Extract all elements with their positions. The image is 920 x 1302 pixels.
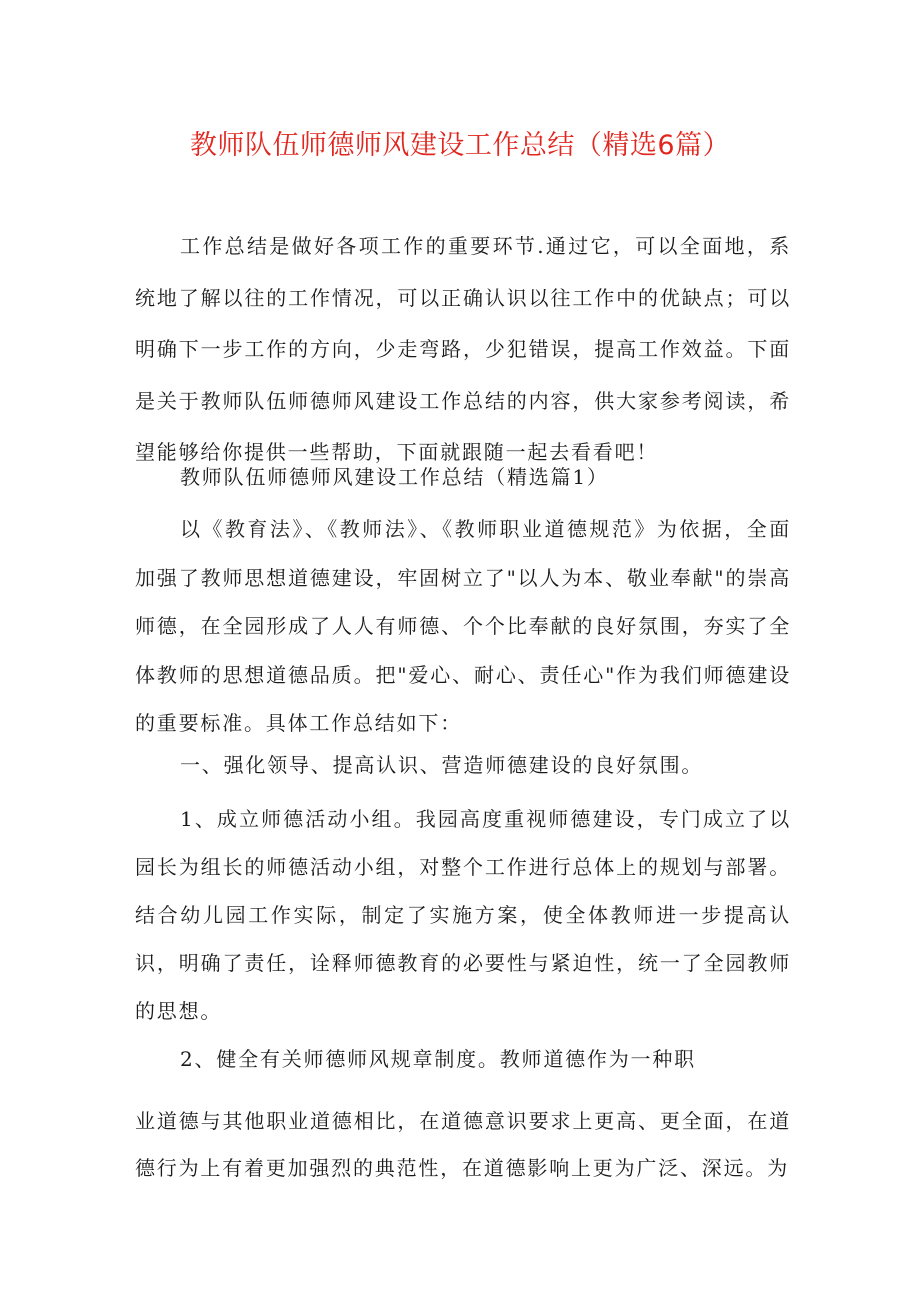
section-heading: 教师队伍师德师风建设工作总结（精选篇1） xyxy=(180,465,609,489)
item-2-continuation: 业道德与其他职业道德相比，在道德意识要求上更高、更全面，在道德行为上有着更加强烈的典范性，在道德影响上更为广泛、深远。为 xyxy=(135,1109,791,1180)
document-title: 教师队伍师德师风建设工作总结（精选6篇） xyxy=(189,130,731,161)
basis-paragraph: 以《教育法》、《教师法》、《教师职业道德规范》为依据，全面加强了教师思想道德建设，牢固树立了"以人为本、敬业奉献"的崇高师德，在全园形成了人人有师德、个个比奉献的良好氛围，夯实了全体教师的思想道德品质。把"爱心、耐心、责任心"作为我们师德建设的重要标准。具体工作总结如下： xyxy=(135,517,791,735)
intro-paragraph: 工作总结是做好各项工作的重要环节.通过它，可以全面地，系统地了解以往的工作情况，可以正确认识以往工作中的优缺点；可以明确下一步工作的方向，少走弯路，少犯错误，提高工作效益。下面是关于教师队伍师德师风建设工作总结的内容，供大家参考阅读，希望能够给你提供一些帮助，下面就跟随一起去看看吧！ xyxy=(135,234,791,464)
point-one-heading: 一、强化领导、提高认识、营造师德建设的良好氛围。 xyxy=(180,753,704,777)
item-2-paragraph: 2、健全有关师德师风规章制度。教师道德作为一种职 xyxy=(180,1047,696,1071)
item-1-paragraph: 1、成立师德活动小组。我园高度重视师德建设，专门成立了以园长为组长的师德活动小组，对整个工作进行总体上的规划与部署。结合幼儿园工作实际，制定了实施方案，使全体教师进一步提高认识，明确了责任，诠释师德教育的必要性与紧迫性，统一了全园教师的思想。 xyxy=(135,807,791,1023)
